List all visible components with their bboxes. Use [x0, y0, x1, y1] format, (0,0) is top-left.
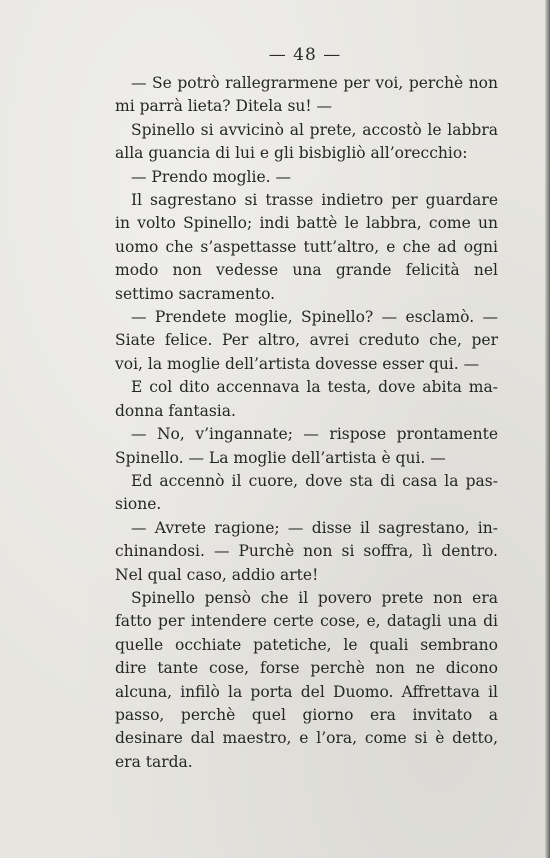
paragraph: Spinello si avvicinò al prete, accostò le labbra alla guancia di lui e gli bisbigliò all’orecchio:: [115, 120, 498, 163]
paragraph: — Avrete ragione; — disse il sagrestano, inchinandosi. — Purchè non si soffra, lì dentro. Nel qual caso, addio arte!: [115, 518, 498, 584]
paragraph: Spinello pensò che il povero prete non era fatto per intendere certe cose, e, datagli una di quelle occhiate patetiche, le quali sembrano dire tante cose, forse perchè non ne dicono alcuna, infilò la porta del Duomo. Affrettava il passo, perchè quel giorno era invitato a desinare dal maestro, e l’ora, come si è detto, era tarda.: [115, 588, 498, 771]
body-text: [115, 72, 498, 774]
paragraph: — No, v’ingannate; — rispose prontamente Spinello. — La moglie dell’artista è qui. —: [115, 425, 498, 467]
paragraph: — Prendete moglie, Spinello? — esclamò. — Siate felice. Per altro, avrei creduto che, per voi, la moglie dell’artista dovesse esser qui. —: [115, 308, 498, 373]
page-edge-shadow: [545, 0, 550, 858]
paragraph: Ed accennò il cuore, dove sta di casa la passione.: [115, 471, 498, 514]
paragraph: — Prendo moglie. —: [131, 167, 291, 186]
paragraph: Il sagrestano si trasse indietro per guardare in volto Spinello; indi battè le labbra, come un uomo che s’aspettasse tutt’altro, e che ad ogni modo non vedesse una grande felicità nel settimo sacramento.: [115, 191, 498, 303]
page-number: — 48 —: [268, 45, 342, 65]
paragraph: E col dito accennava la testa, dove abita madonna fantasia.: [115, 378, 498, 420]
paragraph: — Se potrò rallegrarmene per voi, perchè non mi parrà lieta? Ditela su! —: [115, 74, 498, 116]
